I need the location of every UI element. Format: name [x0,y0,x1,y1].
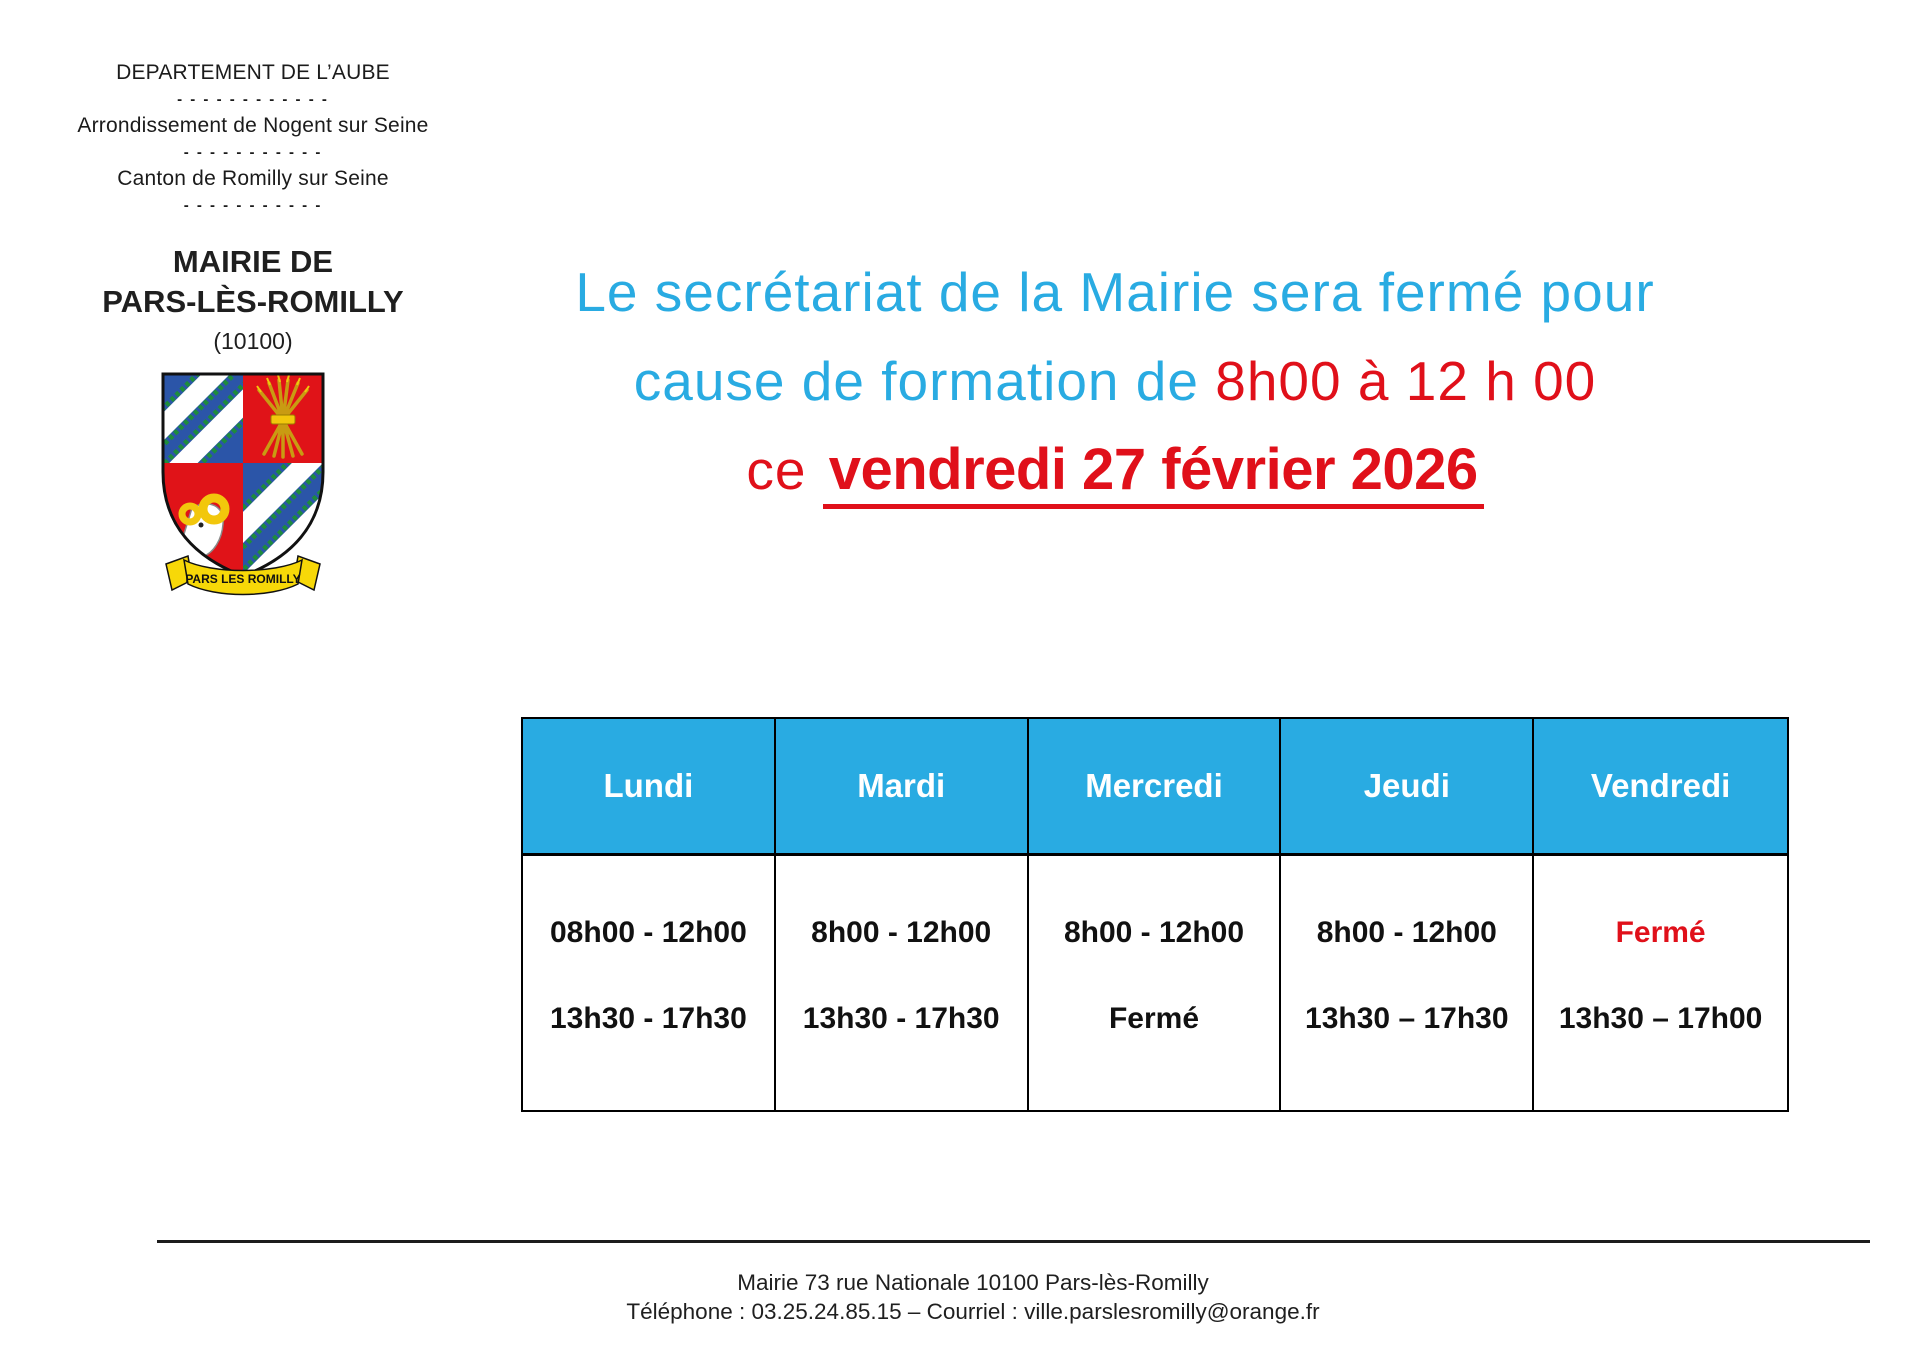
dashed-divider: - - - - - - - - - - - [183,144,323,161]
dashed-divider: - - - - - - - - - - - - [177,91,329,108]
morning-hours: 8h00 - 12h00 [1063,916,1245,949]
hours-cell-mercredi [1029,856,1282,1110]
announcement-line3 [430,426,1800,515]
footer-divider [157,1240,1870,1243]
arrondissement-line: Arrondissement de Nogent sur Seine [77,114,429,137]
mairie-title-block [28,242,478,356]
day-header-vendredi: Vendredi [1534,719,1787,856]
afternoon-hours: 13h30 - 17h30 [550,1002,747,1035]
mairie-title-line1: MAIRIE DE [172,244,334,279]
announcement-block [430,248,1800,515]
dashed-divider: - - - - - - - - - - - [183,197,323,214]
morning-hours: 08h00 - 12h00 [550,916,747,949]
day-header-jeudi: Jeudi [1281,719,1534,856]
table-body-row [523,856,1787,1110]
day-header-lundi: Lundi [523,719,776,856]
announcement-line2-hours: 8h00 à 12 h 00 [1215,350,1597,412]
sheaf-band [271,415,295,424]
admin-header-block [28,60,478,219]
morning-closed: Fermé [1615,916,1706,949]
day-header-mardi: Mardi [776,719,1029,856]
announcement-line1: Le secrétariat de la Mairie sera fermé pour [575,261,1655,323]
announcement-line2 [430,337,1800,426]
footer-block [26,1268,1920,1326]
afternoon-hours: 13h30 – 17h30 [1305,1002,1509,1035]
crest-motto: PARS LES ROMILLY [185,572,301,586]
announcement-line2-blue: cause de formation de [633,350,1216,412]
coat-of-arms [152,368,334,606]
postal-code: (10100) [213,328,293,354]
afternoon-closed: Fermé [1108,1002,1200,1035]
hours-cell-lundi [523,856,776,1110]
canton-line: Canton de Romilly sur Seine [117,167,389,190]
hours-cell-mardi [776,856,1029,1110]
opening-hours-table [521,717,1789,1112]
announcement-date: vendredi 27 février 2026 [823,438,1484,509]
day-header-mercredi: Mercredi [1029,719,1282,856]
morning-hours: 8h00 - 12h00 [811,916,992,949]
afternoon-hours: 13h30 - 17h30 [802,1002,1000,1035]
department-line: DEPARTEMENT DE L’AUBE [116,61,390,84]
hours-cell-vendredi [1534,856,1787,1110]
footer-address: Mairie 73 rue Nationale 10100 Pars-lès-Romilly [737,1270,1209,1295]
table-header-row [523,719,1787,856]
afternoon-hours: 13h30 – 17h00 [1558,1002,1763,1035]
morning-hours: 8h00 - 12h00 [1316,916,1497,949]
footer-contacts: Téléphone : 03.25.24.85.15 – Courriel : ville.parslesromilly@orange.fr [626,1299,1320,1324]
mairie-title-line2: PARS-LÈS-ROMILLY [102,284,404,319]
announcement-line3-prefix: ce [746,439,823,501]
hours-cell-jeudi [1281,856,1534,1110]
